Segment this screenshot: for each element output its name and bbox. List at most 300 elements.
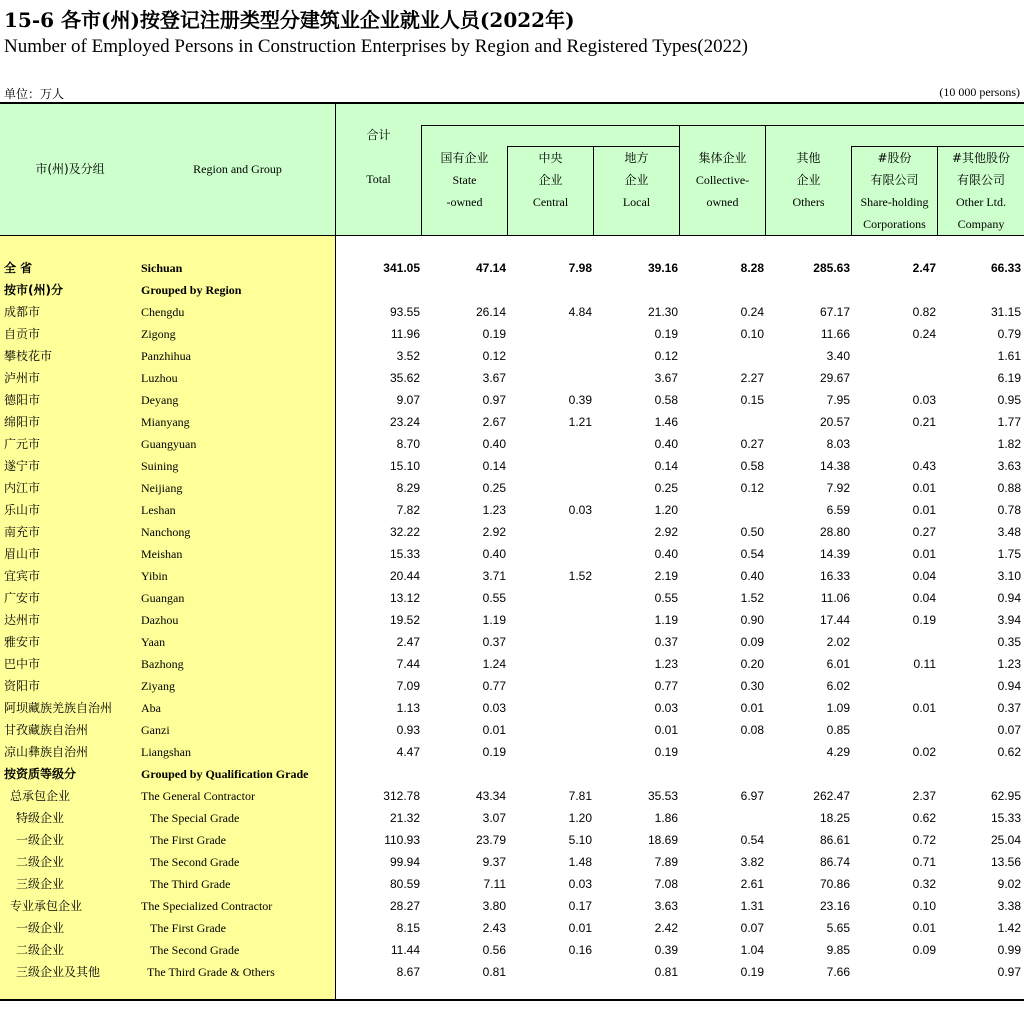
table-row [0, 433, 1024, 455]
cell-value: 3.38 [997, 899, 1021, 913]
cell-value: 0.03 [568, 877, 592, 891]
cell-value: 0.50 [740, 525, 764, 539]
cell-value: 0.08 [740, 723, 764, 737]
row-label-en: The Second Grade [150, 855, 240, 869]
cell-value: 2.43 [482, 921, 506, 935]
cell-value: 0.85 [826, 723, 850, 737]
cell-value: 4.84 [568, 305, 592, 319]
row-label-en: Guangan [141, 591, 185, 605]
cell-value: 2.27 [740, 371, 764, 385]
cell-value: 0.01 [654, 723, 678, 737]
cell-value: 1.82 [997, 437, 1021, 451]
cell-value: 0.12 [740, 481, 764, 495]
cell-value: 0.04 [912, 569, 936, 583]
cell-value: 341.05 [383, 261, 420, 275]
cell-value: 6.19 [997, 371, 1021, 385]
row-label-cn: 全 省 [4, 261, 33, 275]
table-row [0, 279, 1024, 301]
cell-value: 0.55 [654, 591, 678, 605]
row-label-cn: 泸州市 [4, 371, 41, 385]
cell-value: 4.47 [396, 745, 420, 759]
cell-value: 21.30 [647, 305, 678, 319]
cell-value: 3.07 [482, 811, 506, 825]
cell-value: 23.79 [475, 833, 506, 847]
row-label-cn: 三级企业 [16, 877, 65, 891]
cell-value: 2.47 [912, 261, 936, 275]
row-label-en: Dazhou [141, 613, 179, 627]
cell-value: 0.03 [654, 701, 678, 715]
cell-value: 0.07 [740, 921, 764, 935]
cell-value: 86.61 [819, 833, 850, 847]
header-others: 其他 企业 Others [792, 151, 825, 209]
row-label-cn: 资阳市 [4, 679, 41, 693]
cell-value: 0.03 [568, 503, 592, 517]
cell-value: 0.19 [482, 327, 506, 341]
cell-value: 1.61 [997, 349, 1021, 363]
table-row [0, 631, 1024, 653]
cell-value: 3.63 [654, 899, 678, 913]
cell-value: 62.95 [990, 789, 1021, 803]
table-row [0, 939, 1024, 961]
cell-value: 20.57 [819, 415, 850, 429]
header-region-en: Region and Group [193, 162, 282, 176]
row-label-en: Ziyang [141, 679, 175, 693]
cell-value: 0.19 [912, 613, 936, 627]
row-label-cn: 绵阳市 [4, 415, 41, 429]
cell-value: 9.02 [997, 877, 1021, 891]
row-label-cn: 一级企业 [16, 833, 65, 847]
cell-value: 0.40 [482, 437, 506, 451]
cell-value: 3.40 [826, 349, 850, 363]
cell-value: 11.44 [390, 943, 420, 957]
table-row [0, 719, 1024, 741]
table-row [0, 345, 1024, 367]
table-row [0, 675, 1024, 697]
cell-value: 0.27 [912, 525, 936, 539]
table-row [0, 367, 1024, 389]
cell-value: 0.19 [740, 965, 764, 979]
row-label-en: Mianyang [141, 415, 190, 429]
cell-value: 0.37 [654, 635, 678, 649]
cell-value: 1.77 [997, 415, 1021, 429]
cell-value: 70.86 [819, 877, 850, 891]
cell-value: 0.10 [740, 327, 764, 341]
cell-value: 2.19 [654, 569, 678, 583]
cell-value: 0.27 [740, 437, 764, 451]
cell-value: 7.98 [568, 261, 592, 275]
cell-value: 0.02 [912, 745, 936, 759]
row-label-en: The Specialized Contractor [141, 899, 273, 913]
row-label-cn: 二级企业 [16, 943, 65, 957]
cell-value: 0.81 [654, 965, 678, 979]
cell-value: 8.15 [396, 921, 420, 935]
row-label-en: Sichuan [141, 261, 183, 275]
table-row [0, 961, 1024, 983]
table-row [0, 697, 1024, 719]
header-other-ltd: #其他股份 有限公司 Other Ltd. Company [951, 151, 1011, 231]
cell-value: 7.82 [396, 503, 420, 517]
cell-value: 0.03 [482, 701, 506, 715]
row-label-cn: 乐山市 [4, 503, 41, 517]
cell-value: 0.01 [912, 701, 936, 715]
cell-value: 0.32 [912, 877, 936, 891]
table-row [0, 301, 1024, 323]
header-local: 地方 企业 Local [622, 151, 651, 209]
cell-value: 1.21 [568, 415, 592, 429]
cell-value: 0.72 [912, 833, 936, 847]
cell-value: 5.10 [568, 833, 592, 847]
cell-value: 0.56 [482, 943, 506, 957]
cell-value: 25.04 [990, 833, 1021, 847]
cell-value: 29.67 [819, 371, 850, 385]
table-row [0, 851, 1024, 873]
row-label-en: Luzhou [141, 371, 178, 385]
cell-value: 0.25 [482, 481, 506, 495]
cell-value: 7.66 [826, 965, 850, 979]
cell-value: 15.33 [389, 547, 420, 561]
cell-value: 2.61 [740, 877, 764, 891]
cell-value: 7.92 [826, 481, 850, 495]
page-title-cn: 15-6 各市(州)按登记注册类型分建筑业企业就业人员(2022年) [4, 8, 575, 32]
row-label-cn: 雅安市 [4, 635, 41, 649]
table-row [0, 653, 1024, 675]
cell-value: 1.46 [654, 415, 678, 429]
cell-value: 0.77 [482, 679, 506, 693]
cell-value: 0.16 [568, 943, 592, 957]
cell-value: 0.95 [997, 393, 1021, 407]
row-label-en: Neijiang [141, 481, 183, 495]
row-label-en: Aba [141, 701, 161, 715]
cell-value: 7.44 [396, 657, 420, 671]
cell-value: 0.39 [654, 943, 678, 957]
cell-value: 0.97 [997, 965, 1021, 979]
cell-value: 1.23 [997, 657, 1021, 671]
cell-value: 0.09 [740, 635, 764, 649]
cell-value: 7.89 [654, 855, 678, 869]
cell-value: 8.67 [396, 965, 420, 979]
cell-value: 0.55 [482, 591, 506, 605]
cell-value: 3.80 [482, 899, 506, 913]
row-label-cn: 成都市 [4, 305, 41, 319]
cell-value: 3.10 [997, 569, 1021, 583]
row-label-cn: 广元市 [4, 437, 41, 451]
cell-value: 1.75 [997, 547, 1021, 561]
cell-value: 6.59 [826, 503, 850, 517]
cell-value: 0.58 [740, 459, 764, 473]
cell-value: 20.44 [389, 569, 420, 583]
cell-value: 3.82 [740, 855, 764, 869]
row-label-en: Nanchong [141, 525, 191, 539]
row-label-en: The First Grade [150, 921, 226, 935]
cell-value: 4.29 [826, 745, 850, 759]
row-label-en: Panzhihua [141, 349, 191, 363]
cell-value: 262.47 [813, 789, 850, 803]
cell-value: 0.01 [912, 481, 936, 495]
row-label-en: Grouped by Region [141, 283, 242, 297]
row-label-en: Zigong [141, 327, 176, 341]
cell-value: 0.21 [912, 415, 936, 429]
cell-value: 0.40 [482, 547, 506, 561]
cell-value: 6.97 [740, 789, 764, 803]
row-label-cn: 自贡市 [4, 327, 41, 341]
table-row [0, 829, 1024, 851]
cell-value: 0.40 [654, 547, 678, 561]
row-label-en: The Special Grade [150, 811, 240, 825]
cell-value: 8.03 [826, 437, 850, 451]
cell-value: 0.35 [997, 635, 1021, 649]
row-label-en: Meishan [141, 547, 183, 561]
cell-value: 0.71 [912, 855, 936, 869]
cell-value: 2.42 [654, 921, 678, 935]
table-row [0, 741, 1024, 763]
table-row [0, 455, 1024, 477]
table-row [0, 499, 1024, 521]
cell-value: 3.52 [396, 349, 420, 363]
cell-value: 18.25 [819, 811, 850, 825]
cell-value: 32.22 [389, 525, 420, 539]
cell-value: 0.94 [997, 591, 1021, 605]
unit-label-cn: 单位：万人 [4, 87, 65, 101]
row-label-cn: 阿坝藏族羌族自治州 [4, 701, 113, 715]
cell-value: 1.52 [568, 569, 592, 583]
row-label-en: Grouped by Qualification Grade [141, 767, 309, 781]
row-label-cn: 按市(州)分 [4, 283, 63, 297]
cell-value: 35.62 [389, 371, 420, 385]
cell-value: 31.15 [990, 305, 1021, 319]
cell-value: 0.15 [740, 393, 764, 407]
cell-value: 14.38 [819, 459, 850, 473]
table-row [0, 895, 1024, 917]
cell-value: 9.85 [826, 943, 850, 957]
row-label-en: The Second Grade [150, 943, 240, 957]
cell-value: 0.37 [997, 701, 1021, 715]
cell-value: 8.29 [396, 481, 420, 495]
cell-value: 8.28 [740, 261, 764, 275]
row-label-cn: 按资质等级分 [4, 767, 77, 781]
row-label-en: Guangyuan [141, 437, 197, 451]
cell-value: 3.71 [482, 569, 506, 583]
cell-value: 0.10 [912, 899, 936, 913]
row-label-en: Liangshan [141, 745, 191, 759]
header-share-holding: #股份 有限公司 Share-holding Corporations [860, 151, 929, 231]
cell-value: 1.20 [568, 811, 592, 825]
row-label-en: Leshan [141, 503, 176, 517]
cell-value: 26.14 [475, 305, 506, 319]
cell-value: 110.93 [384, 833, 420, 847]
cell-value: 0.01 [912, 503, 936, 517]
cell-value: 1.13 [396, 701, 420, 715]
cell-value: 3.94 [997, 613, 1021, 627]
cell-value: 0.79 [997, 327, 1021, 341]
cell-value: 1.23 [482, 503, 506, 517]
header-bottom-rule [0, 235, 1024, 236]
row-label-cn: 一级企业 [16, 921, 65, 935]
row-label-cn: 宜宾市 [4, 569, 41, 583]
cell-value: 0.14 [654, 459, 678, 473]
table-row [0, 323, 1024, 345]
cell-value: 21.32 [389, 811, 420, 825]
cell-value: 0.19 [654, 327, 678, 341]
row-label-en: Yaan [141, 635, 166, 649]
row-label-cn: 内江市 [4, 481, 41, 495]
cell-value: 43.34 [475, 789, 506, 803]
cell-value: 13.12 [389, 591, 420, 605]
cell-value: 18.69 [647, 833, 678, 847]
row-label-en: Suining [141, 459, 179, 473]
cell-value: 35.53 [647, 789, 678, 803]
table-row [0, 587, 1024, 609]
cell-value: 0.03 [912, 393, 936, 407]
cell-value: 3.67 [482, 371, 506, 385]
table-row [0, 873, 1024, 895]
table-row [0, 785, 1024, 807]
header-collective: 集体企业 Collective- owned [695, 151, 750, 209]
cell-value: 3.67 [654, 371, 678, 385]
row-label-cn: 攀枝花市 [4, 349, 53, 363]
cell-value: 66.33 [990, 261, 1021, 275]
cell-value: 23.16 [819, 899, 850, 913]
cell-value: 16.33 [819, 569, 850, 583]
table-row [0, 917, 1024, 939]
cell-value: 86.74 [819, 855, 850, 869]
cell-value: 17.44 [819, 613, 850, 627]
cell-value: 15.33 [990, 811, 1021, 825]
cell-value: 9.07 [396, 393, 420, 407]
row-label-cn: 凉山彝族自治州 [4, 745, 89, 759]
cell-value: 0.30 [740, 679, 764, 693]
cell-value: 11.96 [390, 327, 420, 341]
table-row [0, 543, 1024, 565]
cell-value: 0.12 [654, 349, 678, 363]
page-title-en: Number of Employed Persons in Construction Enterprises by Region and Registered Types(2022) [4, 36, 748, 57]
cell-value: 0.01 [568, 921, 592, 935]
cell-value: 0.01 [740, 701, 764, 715]
cell-value: 1.20 [654, 503, 678, 517]
header-region-cn: 市(州)及分组 [35, 162, 105, 176]
cell-value: 0.54 [740, 833, 764, 847]
cell-value: 0.40 [740, 569, 764, 583]
cell-value: 0.78 [997, 503, 1021, 517]
cell-value: 15.10 [389, 459, 420, 473]
table-bottom-rule [0, 999, 1024, 1001]
cell-value: 1.23 [654, 657, 678, 671]
cell-value: 0.62 [997, 745, 1021, 759]
header-central: 中央 企业 Central [532, 151, 569, 209]
cell-value: 0.99 [997, 943, 1021, 957]
cell-value: 0.17 [568, 899, 592, 913]
row-label-en: The Third Grade & Others [147, 965, 275, 979]
cell-value: 0.01 [482, 723, 506, 737]
table-row [0, 257, 1024, 279]
cell-value: 0.14 [482, 459, 506, 473]
row-label-cn: 总承包企业 [10, 789, 71, 803]
cell-value: 0.97 [482, 393, 506, 407]
cell-value: 7.81 [568, 789, 592, 803]
cell-value: 0.25 [654, 481, 678, 495]
cell-value: 1.09 [826, 701, 850, 715]
row-label-cn: 二级企业 [16, 855, 65, 869]
cell-value: 0.07 [997, 723, 1021, 737]
table-row [0, 521, 1024, 543]
cell-value: 23.24 [389, 415, 420, 429]
cell-value: 2.92 [482, 525, 506, 539]
cell-value: 9.37 [482, 855, 506, 869]
table-row [0, 807, 1024, 829]
row-label-cn: 特级企业 [16, 811, 65, 825]
cell-value: 0.62 [912, 811, 936, 825]
row-label-en: Deyang [141, 393, 179, 407]
row-label-en: Ganzi [141, 723, 170, 737]
row-label-cn: 遂宁市 [4, 459, 41, 473]
cell-value: 0.81 [482, 965, 506, 979]
cell-value: 0.12 [482, 349, 506, 363]
cell-value: 7.11 [483, 877, 506, 891]
cell-value: 11.66 [820, 327, 850, 341]
header-state-owned: 国有企业 State -owned [440, 151, 489, 209]
row-label-cn: 眉山市 [4, 547, 41, 561]
cell-value: 0.19 [482, 745, 506, 759]
cell-value: 0.39 [568, 393, 592, 407]
cell-value: 0.58 [654, 393, 678, 407]
row-label-cn: 专业承包企业 [10, 899, 83, 913]
cell-value: 1.86 [654, 811, 678, 825]
row-label-en: The First Grade [150, 833, 226, 847]
row-label-en: Yibin [141, 569, 168, 583]
row-label-en: Chengdu [141, 305, 185, 319]
cell-value: 2.37 [912, 789, 936, 803]
cell-value: 0.82 [912, 305, 936, 319]
cell-value: 0.24 [912, 327, 936, 341]
cell-value: 0.19 [654, 745, 678, 759]
cell-value: 0.88 [997, 481, 1021, 495]
cell-value: 0.94 [997, 679, 1021, 693]
cell-value: 0.93 [396, 723, 420, 737]
cell-value: 0.20 [740, 657, 764, 671]
header-rule [421, 125, 1024, 126]
row-label-cn: 广安市 [4, 591, 41, 605]
cell-value: 39.16 [647, 261, 678, 275]
cell-value: 7.09 [396, 679, 420, 693]
row-label-cn: 德阳市 [4, 393, 41, 407]
cell-value: 1.19 [482, 613, 506, 627]
cell-value: 1.31 [740, 899, 764, 913]
cell-value: 1.42 [997, 921, 1021, 935]
cell-value: 1.52 [740, 591, 764, 605]
cell-value: 7.95 [826, 393, 850, 407]
cell-value: 67.17 [819, 305, 850, 319]
cell-value: 1.48 [568, 855, 592, 869]
row-label-cn: 巴中市 [4, 657, 41, 671]
table-row [0, 763, 1024, 785]
cell-value: 93.55 [389, 305, 420, 319]
row-label-cn: 达州市 [4, 613, 41, 627]
cell-value: 7.08 [654, 877, 678, 891]
cell-value: 1.04 [740, 943, 764, 957]
cell-value: 80.59 [389, 877, 420, 891]
row-label-cn: 三级企业及其他 [16, 965, 101, 979]
row-label-cn: 甘孜藏族自治州 [4, 723, 89, 737]
cell-value: 0.90 [740, 613, 764, 627]
cell-value: 3.48 [997, 525, 1021, 539]
table-row [0, 609, 1024, 631]
cell-value: 0.37 [482, 635, 506, 649]
row-label-en: The Third Grade [150, 877, 231, 891]
cell-value: 0.77 [654, 679, 678, 693]
cell-value: 19.52 [389, 613, 420, 627]
cell-value: 285.63 [813, 261, 850, 275]
table-row [0, 477, 1024, 499]
cell-value: 28.27 [389, 899, 420, 913]
